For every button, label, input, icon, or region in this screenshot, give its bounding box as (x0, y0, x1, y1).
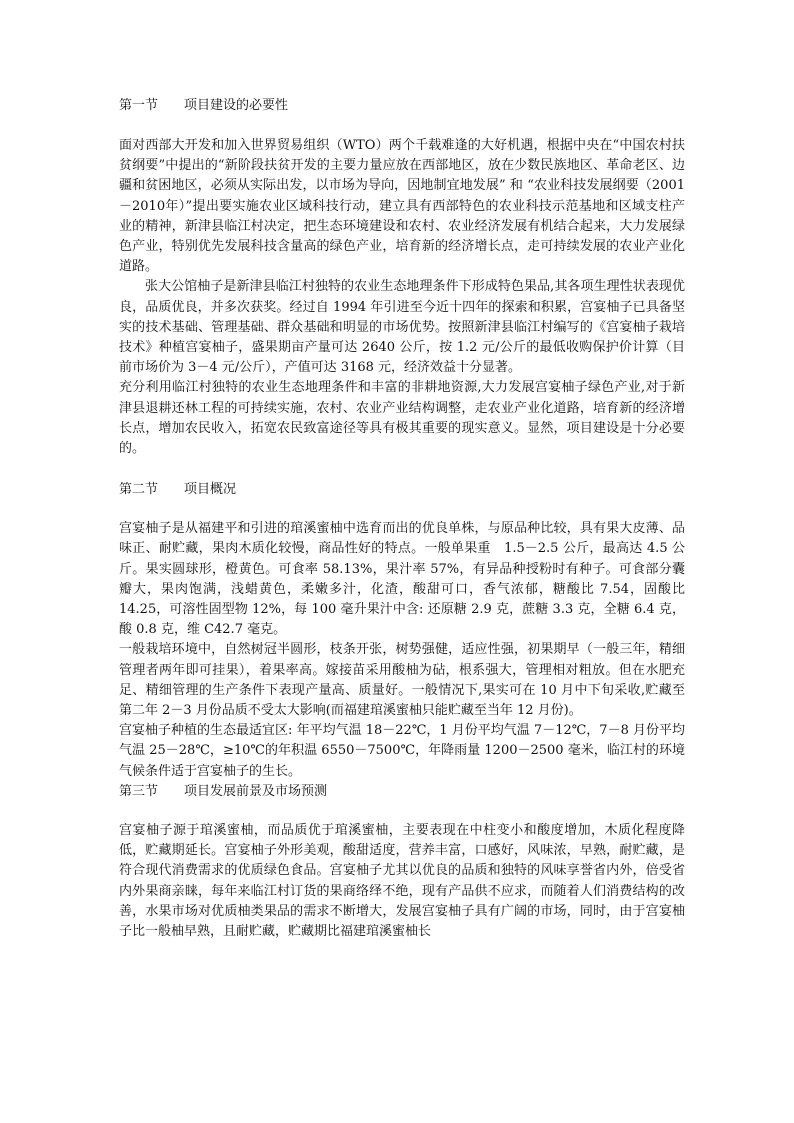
section-2-heading: 第二节 项目概况 (119, 482, 237, 498)
section-1-paragraph-3: 充分利用临江村独特的农业生态地理条件和丰富的非耕地资源,大力发展宫宴柚子绿色产业,对于新津县退耕还林工程的可持续实施，农村、农业产业结构调整，走农业产业化道路，培育新的经济增长点，增加农民收入，拓宽农民致富途径等具有极其重要的现实意义。显然，项目建设是十分必要的。 (119, 380, 685, 457)
section-2-paragraph-2: 一般栽培环境中，自然树冠半圆形，枝条开张，树势强健，适应性强，初果期早（一般三年，精细管理者两年即可挂果），着果率高。嫁接苗采用酸柚为砧，根系强大，管理相对粗放。但在水肥充足、精细管理的生产条件下表现产量高、质量好。一般情况下,果实可在 10 月中下旬采收,贮藏至第二年 2－3 月份品质不受太大影响(而福建琯溪蜜柚只能贮藏至当年 12 月份)。 (119, 642, 685, 719)
section-3-paragraph-1: 宫宴柚子源于琯溪蜜柚，而品质优于琯溪蜜柚，主要表现在中柱变小和酸度增加，木质化程度降低，贮藏期延长。宫宴柚子外形美观，酸甜适度，营养丰富，口感好，风味浓，早熟，耐贮藏，是符合现代消费需求的优质绿色食品。宫宴柚子尤其以优良的品质和独特的风味享誉省内外，倍受省内外果商亲睐，每年来临江村订货的果商络绎不绝，现有产品供不应求，而随着人们消费结构的改善，水果市场对优质柚类果品的需求不断增大，发展宫宴柚子具有广阔的市场，同时，由于宫宴柚子比一般柚早熟，且耐贮藏，贮藏期比福建琯溪蜜柚长 (119, 822, 685, 939)
section-1-paragraph-1: 面对西部大开发和加入世界贸易组织（WTO）两个千载难逢的大好机遇，根据中央在“中国农村扶贫纲要”中提出的“新阶段扶贫开发的主要力量应放在西部地区，放在少数民族地区、革命老区、边疆和贫困地区，必须从实际出发，以市场为导向，因地制宜地发展” 和 “农业科技发展纲要（2001－2010年）”提出要实施农业区域科技行动，建立具有西部特色的农业科技示范基地和区域支柱产业的精神，新津县临江村决定，把生态环境建设和农村、农业经济发展有机结合起来，大力发展绿色产业，特别优先发展科技含量高的绿色产业，培育新的经济增长点，走可持续发展的农业产业化道路。 (119, 138, 685, 275)
section-2-paragraph-3: 宫宴柚子种植的生态最适宜区: 年平均气温 18－22℃，1 月份平均气温 7－12℃，7－8 月份平均气温 25－28℃，≥10℃的年积温 6550－7500℃，年降雨量 1200－2500 毫米，临江村的环境气候条件适于宫宴柚子的生长。 (119, 723, 685, 779)
section-1-heading: 第一节 项目建设的必要性 (119, 98, 289, 113)
section-3-heading: 第三节 项目发展前景及市场预测 (119, 783, 328, 799)
document-body (119, 96, 685, 942)
section-2-paragraph-1: 宫宴柚子是从福建平和引进的琯溪蜜柚中选育而出的优良单株，与原品种比较，具有果大皮薄、品味正、耐贮藏，果肉木质化较慢，商品性好的特点。一般单果重 1.5－2.5 公斤，最高达 4.5 公斤。果实圆球形，橙黄色。可食率 58.13%，果汁率 57%，有异品种授粉时有种子。可食部分囊瓣大，果肉饱满，浅蜡黄色，柔嫩多汁，化渣，酸甜可口，香气浓郁，糖酸比 7.54，固酸比 14.25，可溶性固型物 12%，每 100 毫升果汁中含: 还原糖 2.9 克，蔗糖 3.3 克，全糖 6.4 克，酸 0.8 克，维 C42.7 毫克。 (119, 521, 685, 638)
section-1-paragraph-2: 张大公馆柚子是新津县临江村独特的农业生态地理条件下形成特色果品,其各项生理性状表现优良，品质优良，并多次获奖。经过自 1994 年引进至今近十四年的探索和积累，宫宴柚子已具备坚实的技术基础、管理基础、群众基础和明显的市场优势。按照新津县临江村编写的《宫宴柚子栽培技术》种植宫宴柚子，盛果期亩产量可达 2640 公斤，按 1.2 元/公斤的最低收购保护价计算（目前市场价为 3－4 元/公斤），产值可达 3168 元，经济效益十分显著。 (119, 279, 685, 376)
